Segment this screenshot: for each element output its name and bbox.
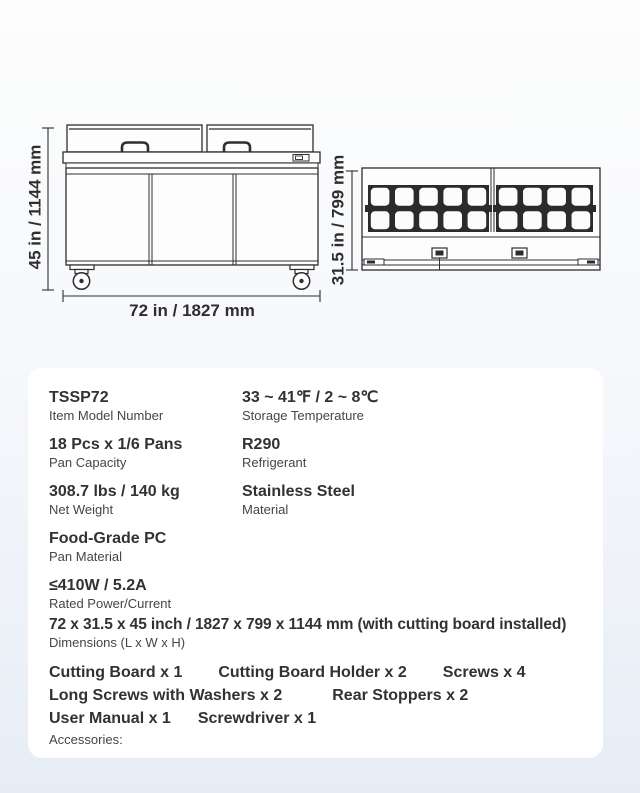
spec-value: TSSP72 (49, 389, 109, 406)
spec-storage-temperature (242, 388, 587, 423)
spec-model (49, 388, 242, 423)
caster-right-icon (290, 265, 314, 289)
spec-value: Food-Grade PC (49, 530, 167, 547)
accessory-item: Cutting Board Holder x 2 (218, 664, 407, 681)
caster-left-icon (70, 265, 94, 289)
accessories-line (49, 663, 587, 682)
spec-refrigerant (242, 435, 587, 470)
lid-left (67, 125, 202, 152)
spec-net-weight (49, 482, 242, 517)
spec-dimensions (49, 615, 587, 650)
spec-value: 308.7 lbs / 140 kg (49, 483, 180, 500)
cabinet-body (66, 168, 318, 265)
accessories-section (49, 663, 587, 747)
counter-top (63, 152, 320, 168)
accessory-item: Rear Stoppers x 2 (332, 687, 469, 704)
accessory-item: Screws x 4 (442, 664, 526, 681)
spec-card (28, 368, 603, 758)
accessory-item: Cutting Board x 1 (49, 664, 183, 681)
spec-value: R290 (242, 436, 281, 453)
spec-label: Item Model Number (49, 408, 164, 423)
top-depth-dimension-label: 31.5 in / 799 mm (328, 154, 348, 286)
accessory-item: Long Screws with Washers x 2 (49, 687, 283, 704)
spec-value: 33 ~ 41℉ / 2 ~ 8℃ (242, 389, 379, 406)
accessory-item: Screwdriver x 1 (197, 710, 317, 727)
front-width-dimension-label: 72 in / 1827 mm (129, 301, 255, 320)
spec-material (242, 482, 587, 517)
accessories-line (49, 709, 587, 728)
spec-value: 18 Pcs x 1/6 Pans (49, 436, 183, 453)
spec-rated-power (49, 576, 242, 611)
spec-label: Material (242, 502, 289, 517)
spec-label: Rated Power/Current (49, 596, 172, 611)
accessories-label: Accessories: (49, 732, 123, 747)
accessories-line (49, 686, 587, 705)
spec-grid (49, 388, 587, 623)
spec-pan-capacity (49, 435, 242, 470)
spec-pan-material (49, 529, 242, 564)
front-height-dimension-label: 45 in / 1144 mm (25, 144, 45, 270)
top-view-diagram (325, 148, 610, 288)
accessory-item: User Manual x 1 (49, 710, 171, 727)
spec-label: Dimensions (L x W x H) (49, 635, 186, 650)
spec-value: Stainless Steel (242, 483, 355, 500)
spec-label: Net Weight (49, 502, 114, 517)
spec-label: Pan Material (49, 549, 122, 564)
depth-dimension-line (346, 171, 358, 270)
spec-label: Refrigerant (242, 455, 307, 470)
spec-value: ≤410W / 5.2A (49, 577, 147, 594)
front-view-diagram (22, 115, 332, 330)
spec-label: Pan Capacity (49, 455, 127, 470)
spec-label: Storage Temperature (242, 408, 364, 423)
spec-value: 72 x 31.5 x 45 inch / 1827 x 799 x 1144 mm (with cutting board installed) (49, 616, 567, 633)
